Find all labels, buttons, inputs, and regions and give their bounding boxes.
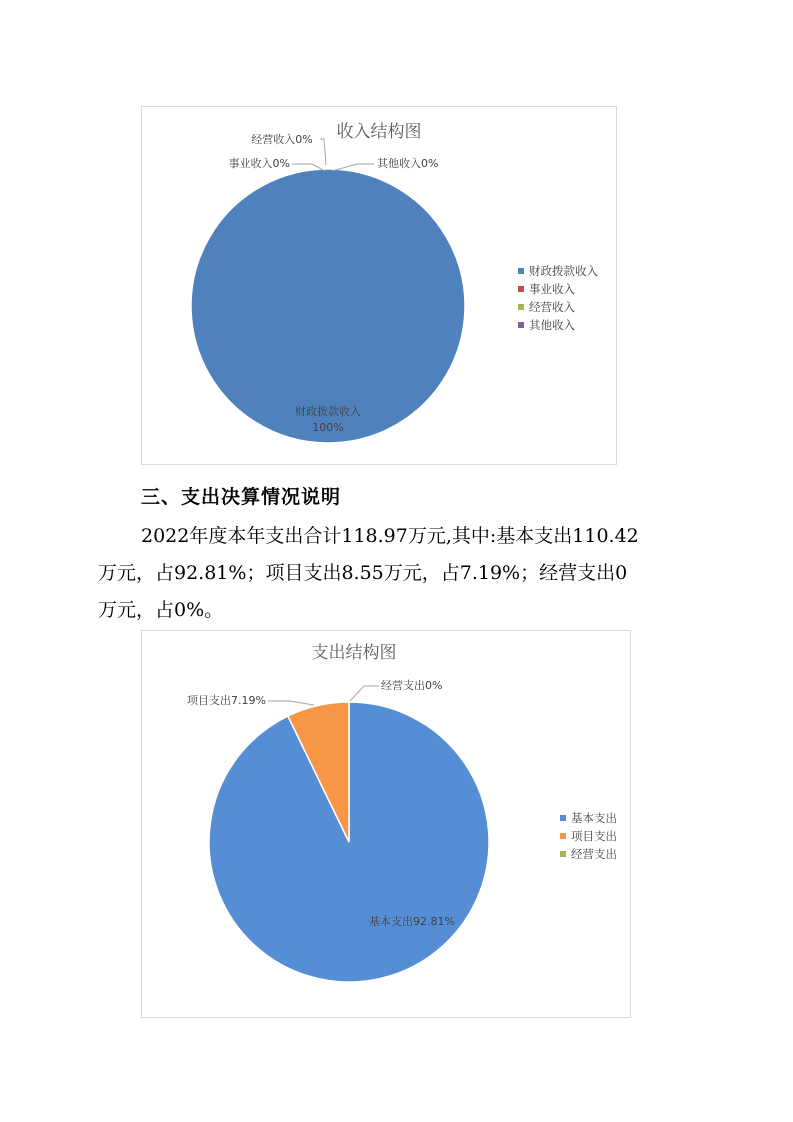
legend-label: 事业收入 — [529, 282, 575, 296]
income-chart — [141, 106, 617, 465]
legend-swatch — [518, 304, 524, 310]
legend-swatch — [560, 833, 566, 839]
legend-swatch — [518, 268, 524, 274]
pie-slice-1 — [191, 169, 465, 443]
data-label: 财政拨款收入 — [295, 405, 361, 418]
leader-line — [350, 686, 379, 701]
expenditure-chart — [141, 630, 631, 1018]
expenditure-pie-svg — [142, 631, 630, 1017]
paragraph-line: 万元，占92.81%；项目支出8.55万元，占7.19%；经营支出0 — [98, 562, 628, 584]
legend-label: 项目支出 — [571, 829, 617, 843]
data-label: 事业收入0% — [228, 157, 290, 170]
legend-label: 其他收入 — [529, 318, 575, 332]
data-label: 经营支出0% — [381, 679, 443, 692]
data-label: 100% — [312, 421, 344, 434]
income-pie-svg — [142, 107, 616, 464]
leader-line — [320, 139, 326, 165]
legend-swatch — [560, 851, 566, 857]
legend-label: 财政拨款收入 — [529, 264, 598, 278]
data-label: 经营收入0% — [251, 133, 313, 146]
legend-label: 基本支出 — [571, 811, 617, 825]
paragraph-line: 2022年度本年支出合计118.97万元,其中:基本支出110.42 — [141, 525, 639, 547]
data-label: 其他收入0% — [377, 157, 439, 170]
legend-swatch — [518, 322, 524, 328]
paragraph-line: 万元，占0%。 — [98, 599, 224, 621]
legend-swatch — [518, 286, 524, 292]
section-heading: 三、支出决算情况说明 — [141, 486, 342, 508]
chart-title: 支出结构图 — [311, 643, 397, 663]
expenditure-paragraph — [98, 518, 698, 629]
leader-line — [268, 701, 314, 705]
legend-swatch — [560, 815, 566, 821]
data-label: 项目支出7.19% — [187, 694, 266, 707]
legend-label: 经营支出 — [571, 847, 617, 861]
legend-label: 经营收入 — [529, 300, 575, 314]
chart-title: 收入结构图 — [336, 122, 422, 142]
data-label: 基本支出92.81% — [369, 915, 455, 928]
